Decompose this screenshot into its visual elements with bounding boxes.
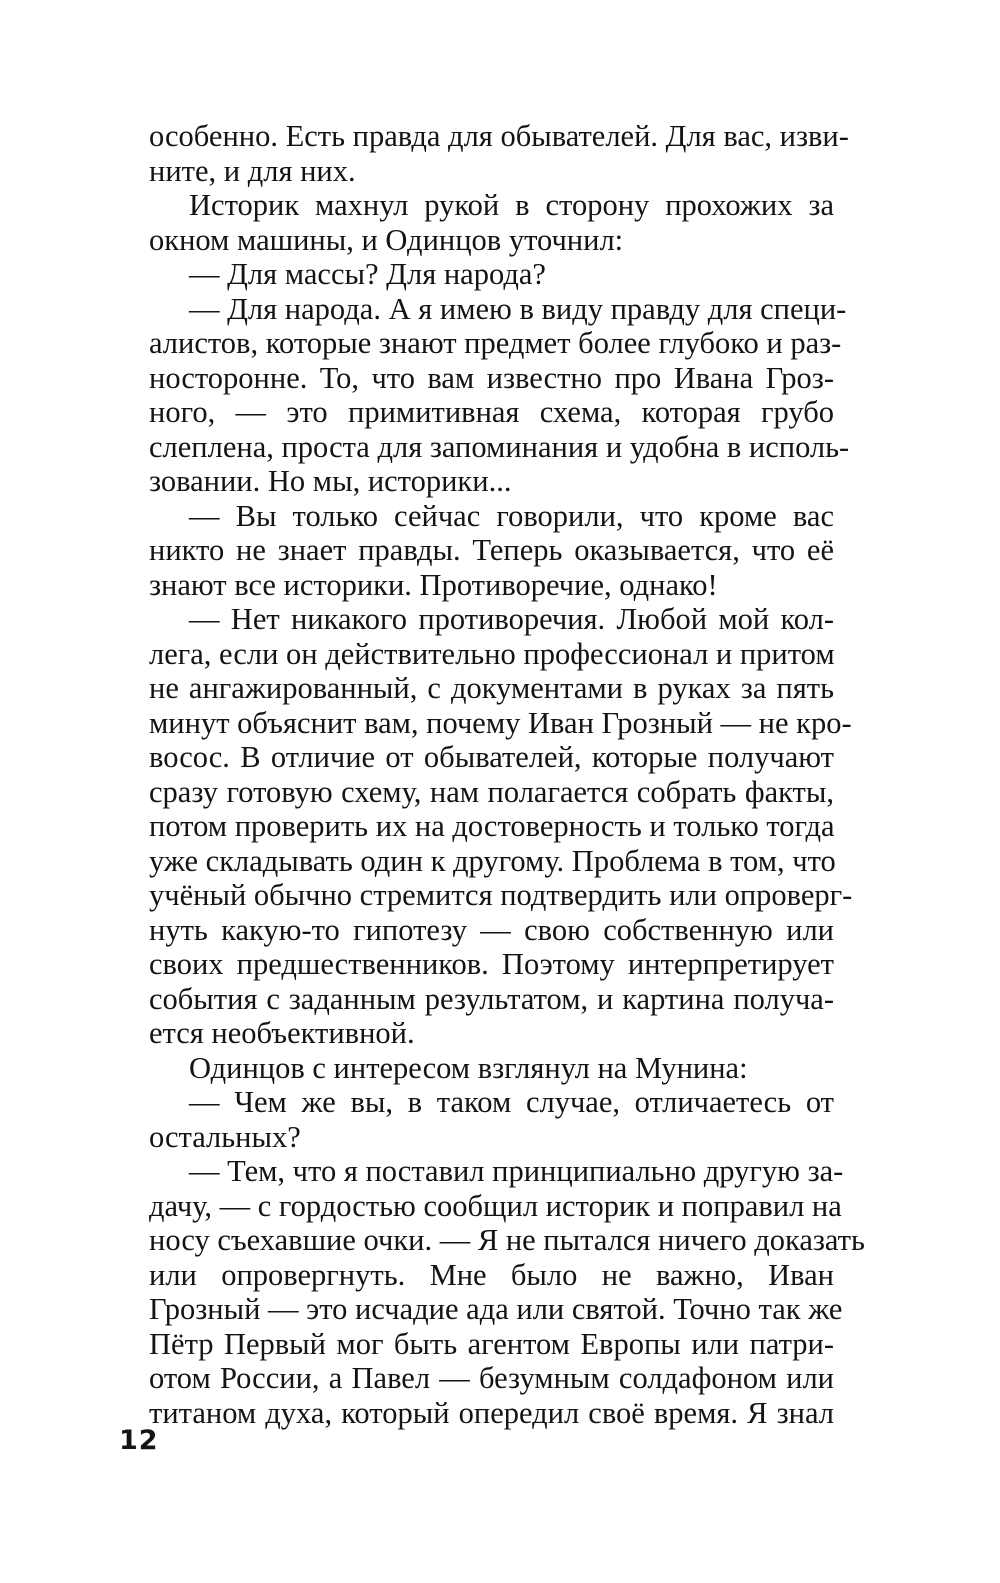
text-line: — Нет никакого противоречия. Любой мой кол- bbox=[189, 602, 834, 636]
text-line: — Чем же вы, в таком случае, отличаетесь от bbox=[189, 1085, 834, 1119]
text-line: — Для массы? Для народа? bbox=[189, 257, 546, 291]
text-line: восос. В отличие от обывателей, которые получают bbox=[149, 740, 834, 774]
text-line: носу съехавшие очки. — Я не пытался ничего доказать bbox=[149, 1223, 865, 1257]
text-line: алистов, которые знают предмет более глубоко и раз- bbox=[149, 326, 842, 360]
text-line: отом России, а Павел — безумным солдафоном или bbox=[149, 1361, 834, 1395]
text-line: минут объяснит вам, почему Иван Грозный — не кро- bbox=[149, 705, 852, 740]
text-line: особенно. Есть правда для обывателей. Для вас, изви- bbox=[149, 119, 849, 153]
text-line: зовании. Но мы, историки... bbox=[149, 464, 512, 498]
text-line: сразу готовую схему, нам полагается собрать факты, bbox=[149, 774, 834, 809]
text-line: своих предшественников. Поэтому интерпретирует bbox=[149, 947, 834, 981]
text-line: потом проверить их на достоверность и только тогда bbox=[149, 809, 835, 843]
text-line: или опровергнуть. Мне было не важно, Иван bbox=[149, 1257, 834, 1292]
text-line: события с заданным результатом, и картина получа- bbox=[149, 981, 834, 1016]
text-line: остальных? bbox=[149, 1119, 301, 1154]
text-line: слеплена, проста для запоминания и удобна в исполь- bbox=[149, 429, 850, 464]
text-line: нуть какую-то гипотезу — свою собственную или bbox=[149, 912, 834, 947]
text-line: — Для народа. А я имею в виду правду для специ- bbox=[189, 291, 847, 326]
page-number: 12 bbox=[119, 1425, 159, 1456]
text-line: ется необъективной. bbox=[149, 1016, 415, 1050]
body-text bbox=[149, 119, 865, 1430]
text-line: Одинцов с интересом взглянул на Мунина: bbox=[189, 1050, 748, 1085]
text-line: — Тем, что я поставил принципиально другую за- bbox=[189, 1154, 844, 1188]
text-line: лега, если он действительно профессионал и притом bbox=[149, 636, 835, 671]
text-line: дачу, — с гордостью сообщил историк и поправил на bbox=[149, 1188, 842, 1223]
text-line: окном машины, и Одинцов уточнил: bbox=[149, 222, 624, 257]
text-line: титаном духа, который опередил своё время. Я знал bbox=[149, 1395, 834, 1430]
text-line: уже складывать один к другому. Проблема в том, что bbox=[149, 843, 836, 878]
text-line: не ангажированный, с документами в руках за пять bbox=[149, 671, 834, 705]
text-line: носторонне. То, что вам известно про Ивана Гроз- bbox=[149, 360, 834, 395]
text-line: учёный обычно стремится подтвердить или опроверг- bbox=[149, 878, 853, 912]
text-line: ного, — это примитивная схема, которая грубо bbox=[149, 395, 834, 429]
text-line: Пётр Первый мог быть агентом Европы или патри- bbox=[149, 1326, 834, 1361]
text-line: Историк махнул рукой в сторону прохожих за bbox=[189, 188, 834, 222]
text-line: Грозный — это исчадие ада или святой. Точно так же bbox=[149, 1292, 843, 1326]
text-line: знают все историки. Противоречие, однако! bbox=[149, 567, 718, 602]
text-line: — Вы только сейчас говорили, что кроме вас bbox=[189, 498, 834, 533]
text-line: ните, и для них. bbox=[149, 153, 356, 188]
text-line: никто не знает правды. Теперь оказывается, что её bbox=[149, 533, 834, 567]
